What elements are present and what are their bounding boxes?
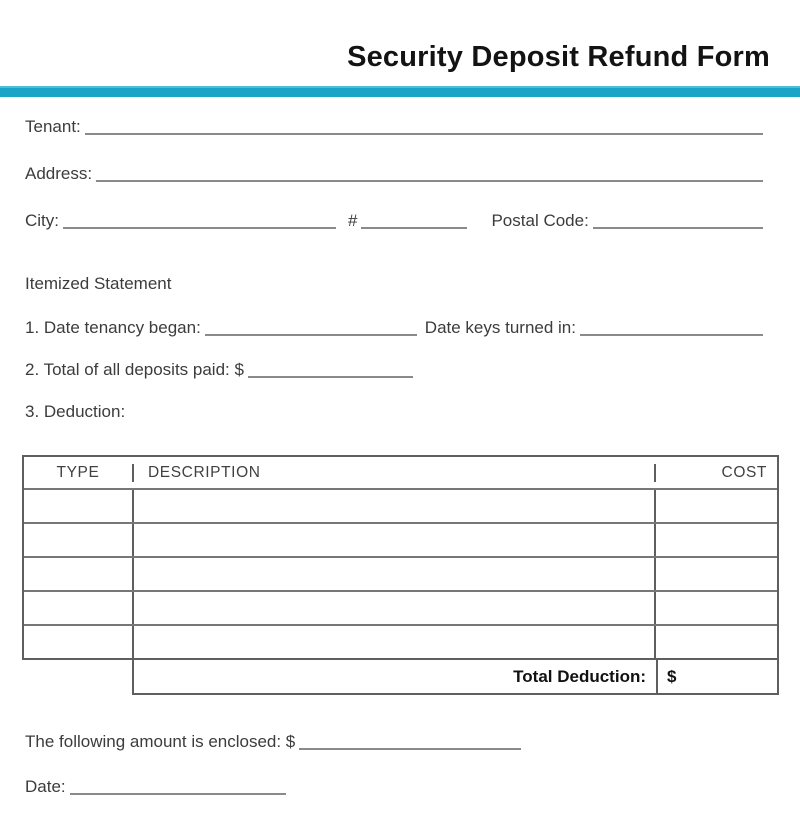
deduction-table-header-row (24, 457, 777, 488)
tenant-row (25, 117, 763, 137)
deduction-table (22, 455, 779, 695)
unit-number-input-line[interactable] (361, 213, 467, 229)
currency-symbol: $ (667, 666, 677, 686)
table-row (24, 522, 777, 556)
total-deduction-amount-cell[interactable] (656, 660, 777, 693)
item2-row (25, 360, 763, 380)
itemized-statement-heading: Itemized Statement (25, 274, 172, 293)
date-keys-turned-in-label: Date keys turned in: (424, 318, 576, 337)
address-row (25, 164, 763, 184)
table-cell-type[interactable] (24, 490, 132, 522)
table-cell-cost[interactable] (656, 626, 777, 658)
table-cell-type[interactable] (24, 626, 132, 658)
postal-code-label: Postal Code: (491, 211, 589, 230)
table-cell-description[interactable] (132, 558, 656, 590)
amount-enclosed-input-line[interactable] (299, 734, 521, 750)
date-label: Date: (25, 777, 66, 796)
date-tenancy-began-input-line[interactable] (205, 320, 417, 336)
total-deduction-row (132, 660, 779, 695)
total-deposits-paid-label: 2. Total of all deposits paid: $ (25, 360, 244, 379)
accent-bar (0, 86, 800, 97)
date-tenancy-began-label: 1. Date tenancy began: (25, 318, 201, 337)
table-cell-type[interactable] (24, 592, 132, 624)
column-header-cost: COST (721, 463, 767, 481)
address-input-line[interactable] (96, 166, 763, 182)
page-title: Security Deposit Refund Form (347, 41, 770, 73)
column-header-type: TYPE (56, 463, 100, 481)
table-cell-type[interactable] (24, 558, 132, 590)
amount-enclosed-row (25, 732, 763, 752)
item3-row (25, 402, 763, 422)
item1-row (25, 318, 763, 338)
table-cell-cost[interactable] (656, 490, 777, 522)
table-cell-description[interactable] (132, 626, 656, 658)
amount-enclosed-label: The following amount is enclosed: $ (25, 732, 296, 751)
tenant-label: Tenant: (25, 117, 81, 136)
city-input-line[interactable] (63, 213, 336, 229)
table-body (24, 488, 777, 658)
table-cell-description[interactable] (132, 592, 656, 624)
table-row (24, 624, 777, 658)
table-cell-cost[interactable] (656, 592, 777, 624)
total-deduction-label: Total Deduction: (513, 666, 646, 686)
total-deposits-paid-input-line[interactable] (248, 362, 413, 378)
date-keys-turned-in-input-line[interactable] (580, 320, 763, 336)
deduction-label: 3. Deduction: (25, 402, 126, 421)
address-label: Address: (25, 164, 93, 183)
table-cell-cost[interactable] (656, 558, 777, 590)
table-row (24, 556, 777, 590)
deduction-table-main (22, 455, 779, 660)
city-row (25, 211, 763, 231)
unit-number-label: # (348, 211, 358, 230)
date-input-line[interactable] (70, 779, 286, 795)
tenant-input-line[interactable] (85, 119, 763, 135)
city-label: City: (25, 211, 59, 230)
table-cell-description[interactable] (132, 490, 656, 522)
date-row (25, 777, 763, 797)
table-cell-description[interactable] (132, 524, 656, 556)
table-row (24, 488, 777, 522)
table-cell-cost[interactable] (656, 524, 777, 556)
table-cell-type[interactable] (24, 524, 132, 556)
column-header-description: DESCRIPTION (132, 464, 656, 482)
table-row (24, 590, 777, 624)
postal-code-input-line[interactable] (593, 213, 763, 229)
